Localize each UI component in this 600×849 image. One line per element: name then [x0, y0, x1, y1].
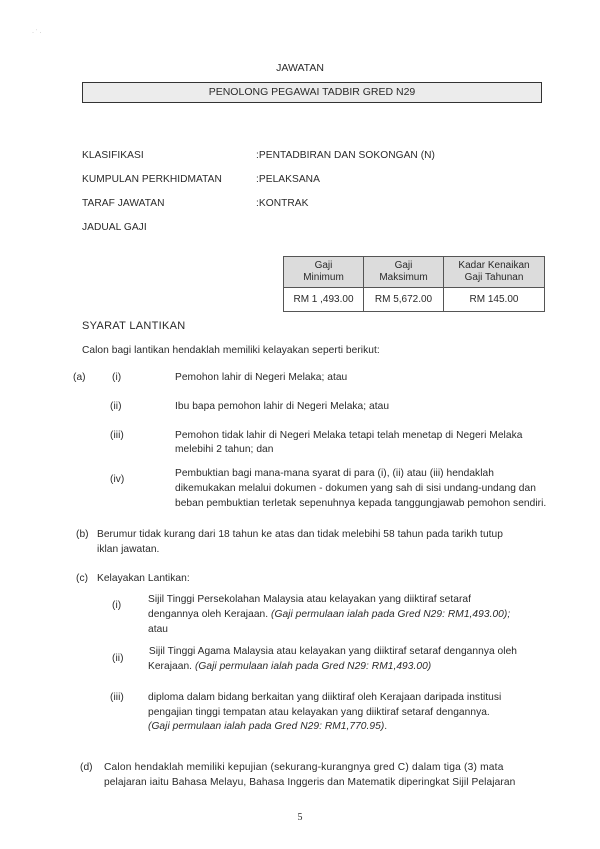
max-age: tidak melebihi 58 tahun	[317, 529, 424, 540]
item-text: dikemukakan melalui dokumen - dokumen yang sah di sisi undang-undang dan	[175, 483, 536, 494]
salary-header-increment: Kadar Kenaikan Gaji Tahunan	[444, 257, 545, 288]
item-number: (ii)	[112, 653, 124, 664]
syarat-heading: SYARAT LANTIKAN	[82, 320, 186, 332]
item-text: atau	[148, 624, 169, 635]
salary-note: (Gaji permulaan ialah pada Gred N29: RM1,493.00)	[194, 661, 432, 672]
item-text: pengajian tinggi tempatan atau kelayakan yang diiktiraf setaraf dengannya.	[148, 707, 490, 718]
item-text: Sijil Tinggi Persekolahan Malaysia atau kelayakan yang diiktiraf setaraf	[148, 594, 471, 605]
item-number: (iii)	[110, 692, 124, 703]
salary-table	[283, 256, 545, 312]
salary-note: (Gaji permulaan ialah pada Gred N29: RM1,770.95)	[148, 721, 385, 732]
salary-max-value: RM 5,672.00	[364, 288, 444, 312]
item-text: melebihi 2 tahun; dan	[175, 444, 274, 455]
item-text: beban pembuktian terletak sepenuhnya kepada tanggungjawab pemohon sendiri.	[175, 498, 547, 509]
item-text: dengannya oleh Kerajaan. (Gaji permulaan ialah pada Gred N29: RM1,493.00);	[148, 609, 511, 620]
item-text: Pemohon lahir di Negeri Melaka; atau	[175, 372, 348, 383]
item-number: (i)	[112, 372, 122, 383]
item-number: (iv)	[110, 474, 125, 485]
position-title-box: PENOLONG PEGAWAI TADBIR GRED N29	[82, 82, 542, 103]
info-label-jadual: JADUAL GAJI	[82, 222, 147, 233]
item-text: Pemohon tidak lahir di Negeri Melaka tetapi telah menetap di Negeri Melaka	[175, 430, 523, 441]
salary-note: (Gaji permulaan ialah pada Gred N29: RM1,493.00);	[271, 609, 511, 620]
scan-speckle: · ˙ ·	[32, 30, 42, 36]
para-a-label: (a)	[73, 372, 86, 383]
item-number: (ii)	[110, 401, 122, 412]
item-text: Sijil Tinggi Agama Malaysia atau kelayakan yang diiktiraf setaraf dengannya oleh	[146, 646, 518, 657]
salary-header-min: Gaji Minimum	[284, 257, 364, 288]
item-number: (iii)	[110, 430, 124, 441]
item-text: Pembuktian bagi mana-mana syarat di para (i), (ii) atau (iii) hendaklah	[175, 468, 494, 479]
item-number: (i)	[112, 600, 122, 611]
info-value-klasifikasi: :PENTADBIRAN DAN SOKONGAN (N)	[256, 150, 435, 161]
salary-increment-value: RM 145.00	[444, 288, 545, 312]
para-d-text: pelajaran iaitu Bahasa Melayu, Bahasa Inggeris dan Matematik diperingkat Sijil Pelajaran	[104, 777, 516, 788]
page-number: 5	[297, 812, 303, 823]
para-d-text: Calon hendaklah memiliki kepujian (sekurang-kurangnya gred C) dalam tiga (3) mata	[104, 762, 504, 773]
min-age: tidak kurang dari 18 tahun ke atas	[139, 529, 295, 540]
para-c-heading: Kelayakan Lantikan:	[97, 573, 190, 584]
item-text: (Gaji permulaan ialah pada Gred N29: RM1,770.95).	[148, 721, 388, 732]
para-d-label: (d)	[80, 762, 93, 773]
info-label-taraf: TARAF JAWATAN	[82, 198, 165, 209]
item-text: Kerajaan. (Gaji permulaan ialah pada Gred N29: RM1,493.00)	[148, 661, 432, 672]
salary-header-max: Gaji Maksimum	[364, 257, 444, 288]
section-label: JAWATAN	[276, 62, 324, 74]
syarat-intro: Calon bagi lantikan hendaklah memiliki kelayakan seperti berikut:	[82, 345, 380, 356]
info-value-taraf: :KONTRAK	[256, 198, 309, 209]
item-text: Ibu bapa pemohon lahir di Negeri Melaka; atau	[175, 401, 390, 412]
info-label-kumpulan: KUMPULAN PERKHIDMATAN	[82, 174, 222, 185]
info-label-klasifikasi: KLASIFIKASI	[82, 150, 144, 161]
para-b-label: (b)	[76, 529, 89, 540]
para-c-label: (c)	[76, 573, 89, 584]
para-b-text: Berumur tidak kurang dari 18 tahun ke atas dan tidak melebihi 58 tahun pada tarikh tutup	[97, 529, 503, 540]
item-text: diploma dalam bidang berkaitan yang diiktiraf oleh Kerajaan daripada institusi	[148, 692, 502, 703]
salary-min-value: RM 1 ,493.00	[284, 288, 364, 312]
para-b-text: iklan jawatan.	[97, 544, 160, 555]
info-value-kumpulan: :PELAKSANA	[256, 174, 320, 185]
